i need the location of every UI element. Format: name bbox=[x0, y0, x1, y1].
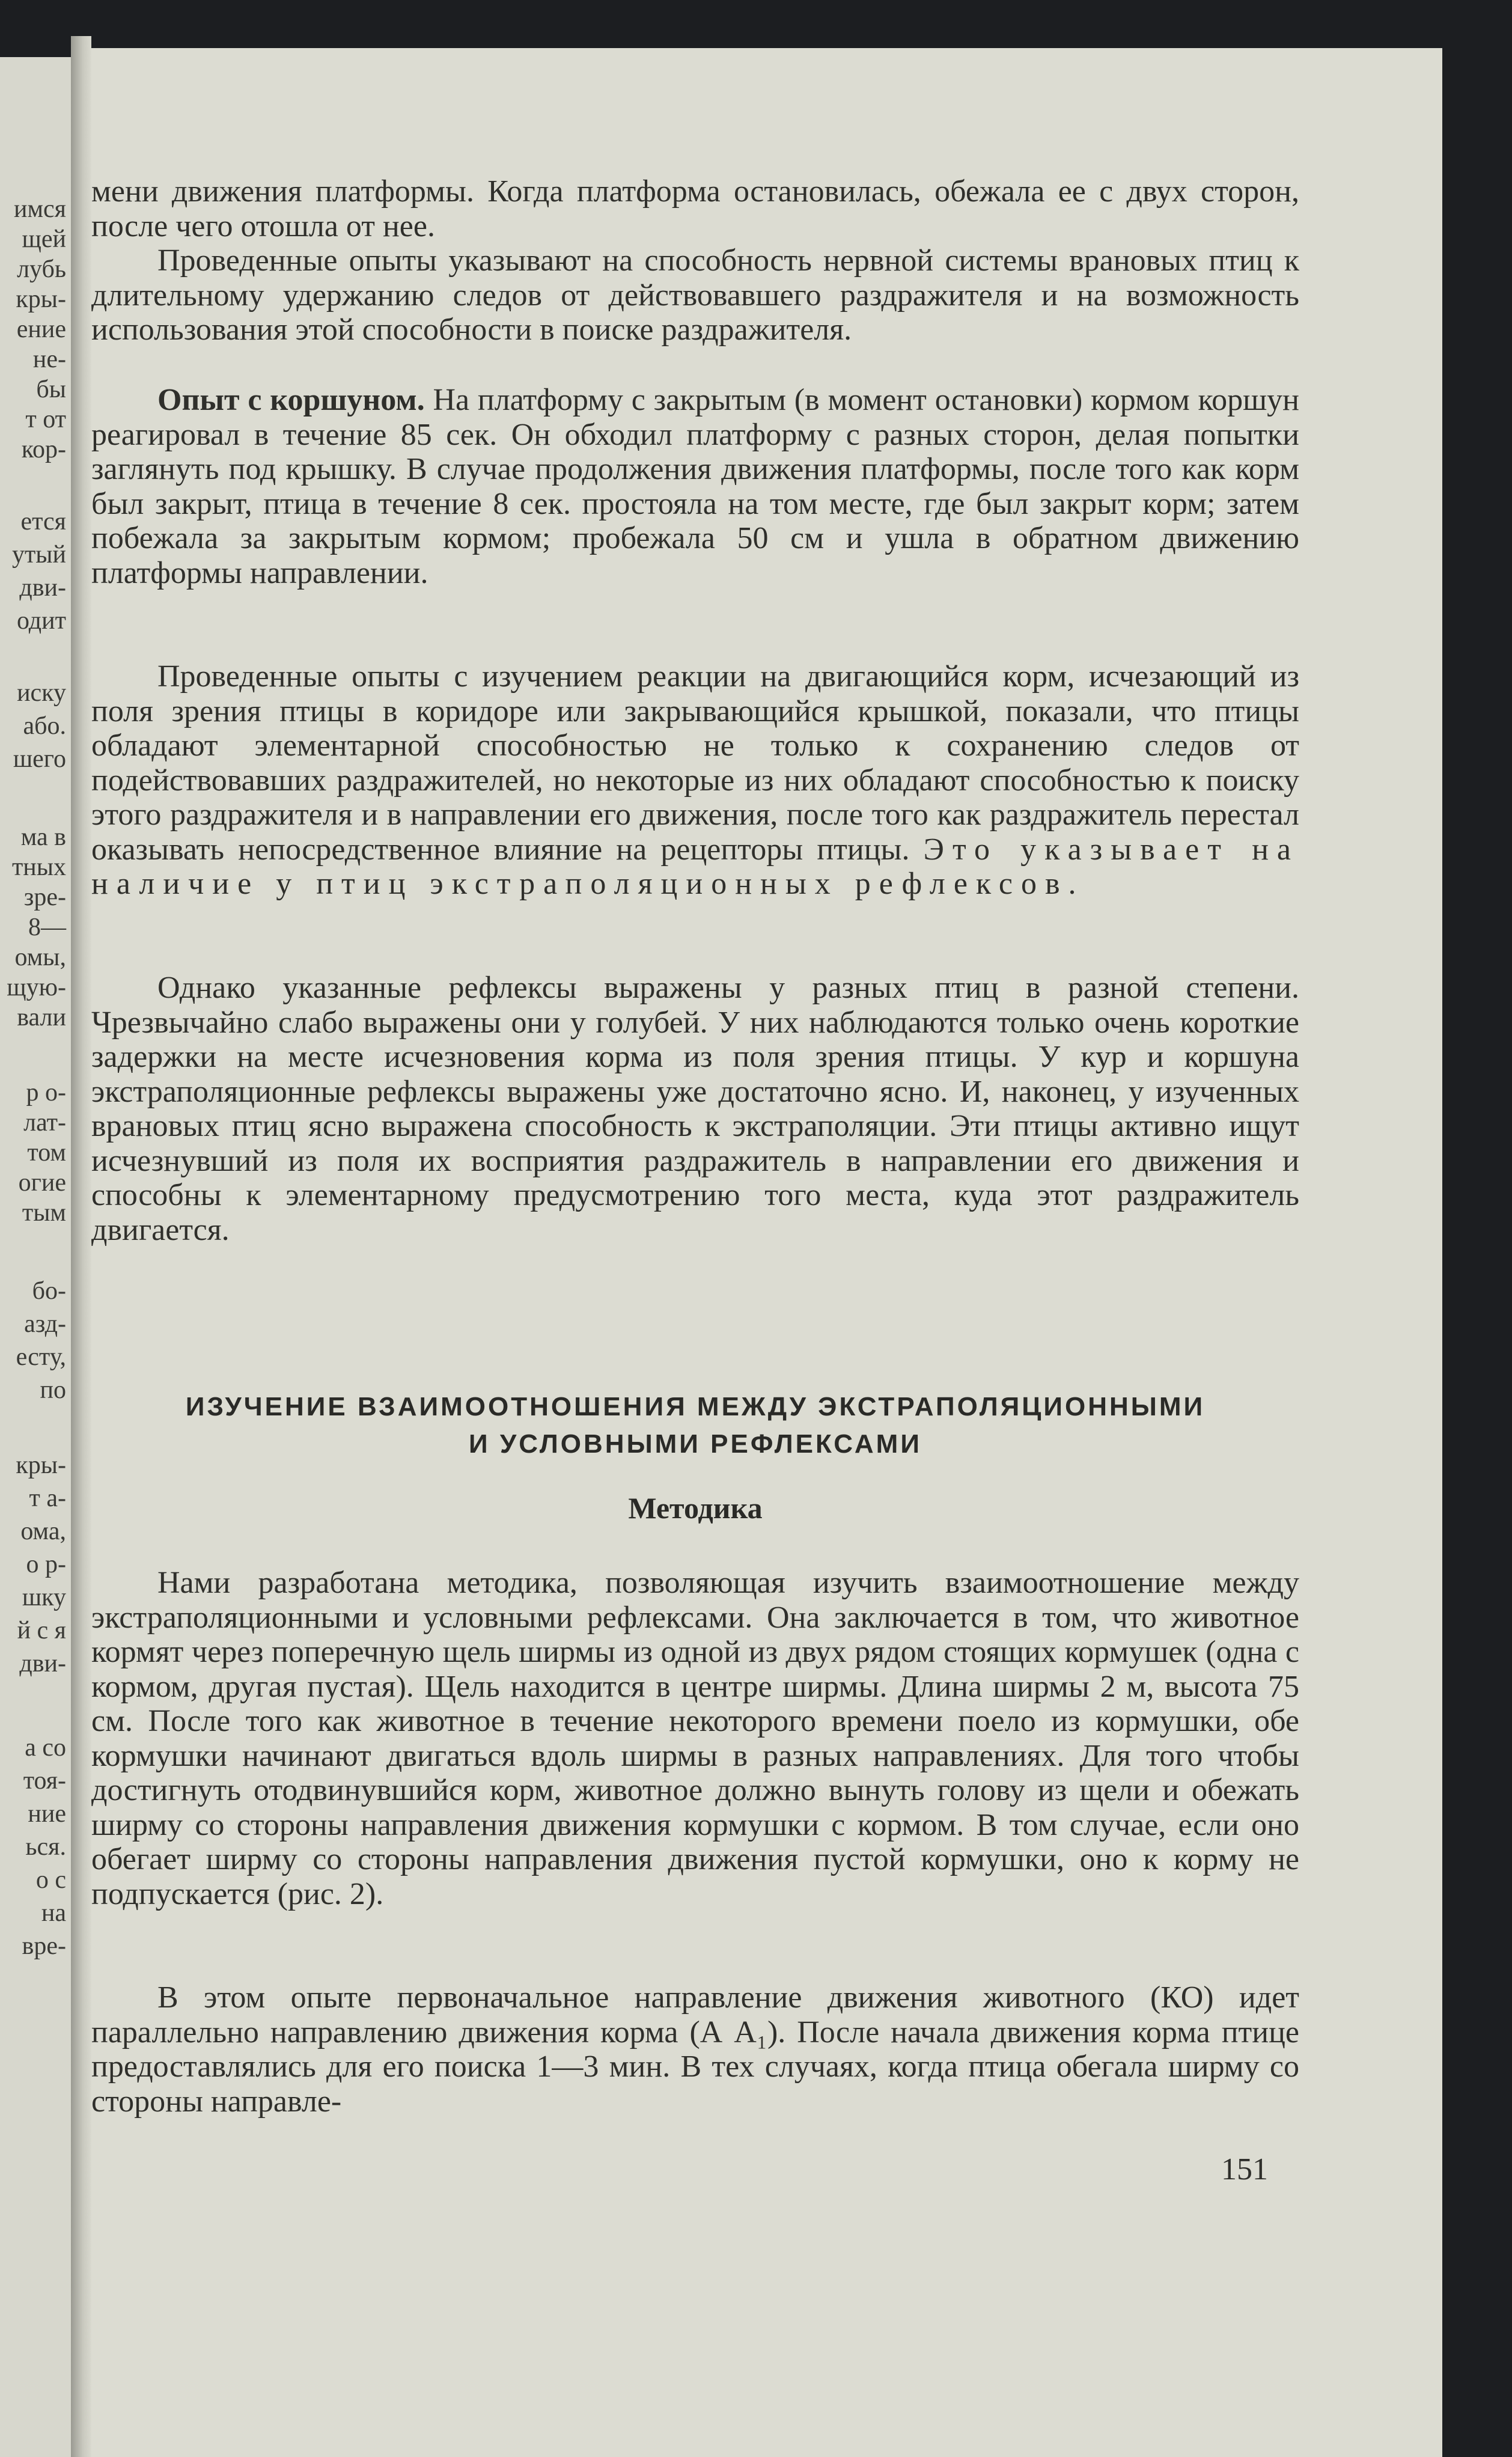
paragraph-5: Однако указанные рефлексы выражены у разных птиц в разной степени. Чрезвычайно слабо выражены они у голубей. У них наблюдаются только очень короткие задержки на месте исчезновения корма из поля зрения птицы. У кур и коршуна экстраполяционные рефлексы выражены уже достаточно ясно. И, наконец, у изученных врановых птиц ясно выражена способность к экстраполяции. Эти птицы активно ищут исчезнувший из поля их восприятия раздражитель в направлении его движения и способны к элементарному предусмотрению того места, куда этот раздражитель двигается. bbox=[91, 971, 1299, 1247]
left-page-fragment: р о- bbox=[26, 1079, 66, 1106]
left-page-fragment: бо- bbox=[32, 1277, 66, 1305]
paragraph-2: Проведенные опыты указывают на способность нервной системы врановых птиц к длительному удержанию следов от действовавшего раздражителя и на возможность использования этой способности в поиске раздражителя. bbox=[91, 243, 1299, 347]
left-page-fragment: лат- bbox=[23, 1109, 66, 1137]
left-page-fragment: т от bbox=[25, 406, 66, 433]
left-page-fragment: имся bbox=[13, 195, 66, 223]
left-page-fragment: а со bbox=[25, 1734, 66, 1762]
left-page-fragment: есту, bbox=[16, 1343, 66, 1371]
section-heading-line-1: ИЗУЧЕНИЕ ВЗАИМООТНОШЕНИЯ МЕЖДУ ЭКСТРАПОЛЯЦИОННЫМИ bbox=[185, 1392, 1206, 1421]
left-page-fragment: або. bbox=[23, 712, 66, 740]
left-page-fragment: ма в bbox=[20, 823, 66, 851]
emphasis-spaced: Это указывает на наличие у птиц экстраполяционных рефлексов. bbox=[91, 832, 1299, 901]
paragraph-7: В этом опыте первоначальное направление движения животного (КО) идет параллельно направлению движения корма (А А₁). После начала движения корма птице предоставлялись для его поиска 1—3 мин. В тех случаях, когда птица обегала ширму со стороны направле- bbox=[91, 1980, 1299, 2119]
paragraph-4: Проведенные опыты с изучением реакции на двигающийся корм, исчезающий из поля зрения птицы в коридоре или закрывающийся крышкой, показали, что птицы обладают элементарной способностью не только к сохранению следов от подействовавших раздражителей, но некоторые из них обладают способностью к поиску этого раздражителя и в направлении его движения, после того как раздражитель перестал оказывать непосредственное влияние на рецепторы птицы. Это указывает на наличие у птиц экстраполяционных рефлексов. bbox=[91, 659, 1299, 901]
page-edge-shadow bbox=[1442, 42, 1512, 2457]
left-page-fragment: кор- bbox=[21, 436, 66, 463]
left-page-fragment: шего bbox=[13, 745, 66, 773]
left-page-fragment: шку bbox=[22, 1584, 66, 1611]
left-page-fragment: одит bbox=[17, 607, 66, 635]
left-page-fragment: том bbox=[27, 1139, 66, 1167]
left-page-fragment: зре- bbox=[23, 884, 66, 911]
left-page-fragment: дви- bbox=[19, 574, 66, 602]
section-heading-line-2: И УСЛОВНЫМИ РЕФЛЕКСАМИ bbox=[469, 1429, 922, 1459]
page-number: 151 bbox=[1221, 2152, 1268, 2187]
left-page-fragment: на bbox=[41, 1899, 66, 1927]
left-page-fragment: тоя- bbox=[23, 1767, 66, 1795]
left-page-fragment: й с я bbox=[17, 1617, 66, 1644]
left-page-fragment: тым bbox=[22, 1199, 66, 1227]
paragraph-6: Нами разработана методика, позволяющая изучить взаимоотношение между экстраполяционными и условными рефлексами. Она заключается в том, что животное кормят через поперечную щель ширмы из одной из двух рядом стоящих кормушек (одна с кормом, другая пустая). Щель находится в центре ширмы. Длина ширмы 2 м, высота 75 см. После того как животное в течение некоторого времени поело из кормушки, обе кормушки начинают двигаться вдоль ширмы в разных направлениях. Для того чтобы достигнуть отодвинувшийся корм, животное должно вынуть голову из щели и обежать ширму со стороны направления движения кормушки с кормом. В том случае, если оно обегает ширму со стороны направления движения пустой кормушки, оно к корму не подпускается (рис. 2). bbox=[91, 1566, 1299, 1911]
experiment-lead: Опыт с коршуном. bbox=[157, 383, 425, 417]
left-page-fragment: вали bbox=[17, 1004, 66, 1031]
left-page-fragment: о р- bbox=[26, 1551, 66, 1578]
left-page-fragment: дви- bbox=[19, 1650, 66, 1677]
left-page-fragment: огие bbox=[18, 1169, 66, 1197]
paragraph-3: Опыт с коршуном. На платформу с закрытым (в момент остановки) кормом коршун реагировал в течение 85 сек. Он обходил платформу с разных сторон, делая попытки заглянуть под крышку. В случае продолжения движения платформы, после того как корм был закрыт, птица в течение 8 сек. простояла на том месте, где был закрыт корм; затем побежала за закрытым кормом; пробежала 50 см и ушла в обратном движению платформы направлении. bbox=[91, 383, 1300, 590]
left-page-fragment: не- bbox=[32, 346, 66, 373]
paragraph-1: мени движения платформы. Когда платформа остановилась, обежала ее с двух сторон, после чего отошла от нее. bbox=[91, 174, 1299, 243]
left-page-fragment: о с bbox=[35, 1866, 66, 1894]
left-page-fragment: т а- bbox=[29, 1485, 66, 1512]
left-page-fragment: кры- bbox=[16, 285, 66, 313]
text-block bbox=[91, 48, 1442, 2457]
left-page-fragment: вре- bbox=[22, 1932, 66, 1960]
left-page-fragment: по bbox=[40, 1376, 66, 1404]
left-page-fragment: ься. bbox=[25, 1833, 66, 1861]
left-page-fragment: ение bbox=[16, 316, 66, 343]
book-gutter bbox=[71, 36, 91, 2457]
left-page-fragment: щей bbox=[22, 225, 66, 253]
left-page-fragment: бы bbox=[36, 376, 66, 403]
left-page-margin bbox=[0, 57, 71, 2457]
left-page-fragment: азд- bbox=[24, 1310, 66, 1338]
left-page-fragment: ется bbox=[20, 508, 66, 536]
left-page-fragment: 8— bbox=[28, 914, 66, 941]
left-page-fragment: лубь bbox=[17, 255, 66, 283]
left-page-fragment: иску bbox=[17, 679, 66, 707]
left-page-fragment: ние bbox=[28, 1800, 66, 1828]
left-page-fragment: тных bbox=[11, 853, 66, 881]
left-page-fragment: щую- bbox=[7, 974, 66, 1001]
left-page-fragment: утый bbox=[11, 541, 66, 569]
subheading-methodology: Методика bbox=[628, 1491, 763, 1525]
left-page-fragment: омы, bbox=[14, 944, 66, 971]
left-page-fragment: кры- bbox=[16, 1451, 66, 1479]
left-page-fragment: ома, bbox=[20, 1518, 66, 1545]
page bbox=[91, 48, 1442, 2457]
